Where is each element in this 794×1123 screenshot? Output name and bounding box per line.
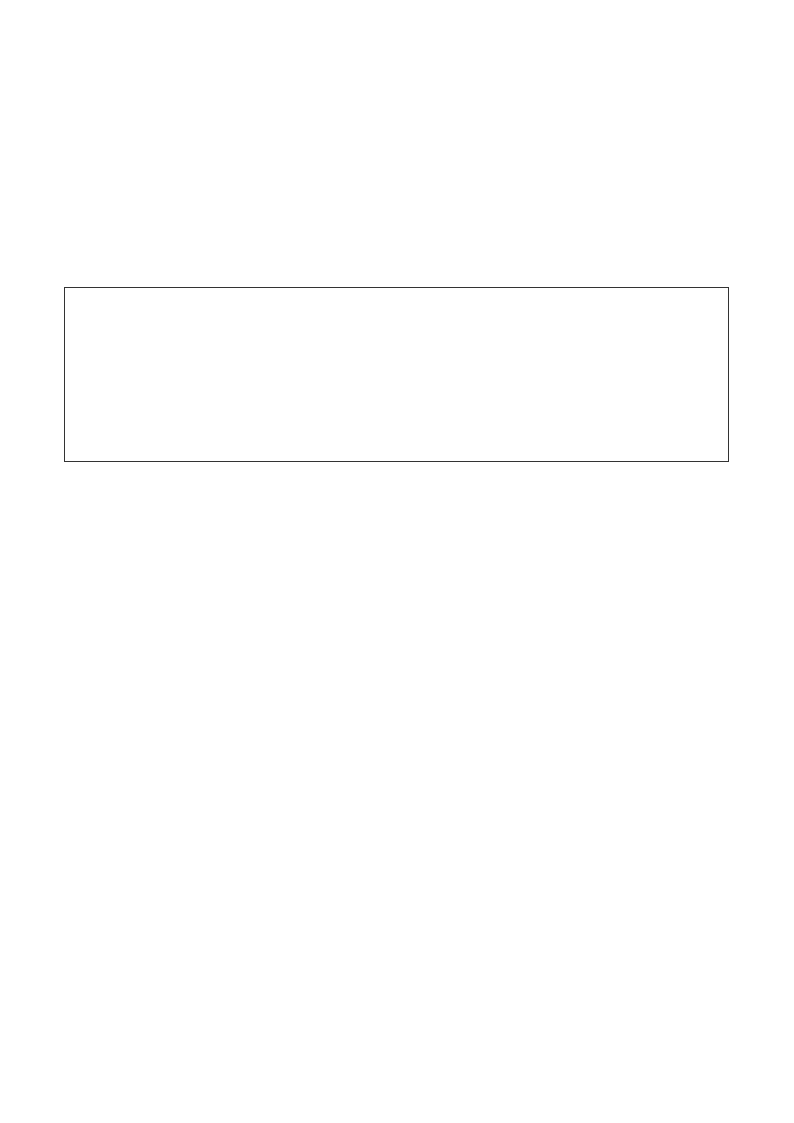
options-box [64, 287, 729, 462]
